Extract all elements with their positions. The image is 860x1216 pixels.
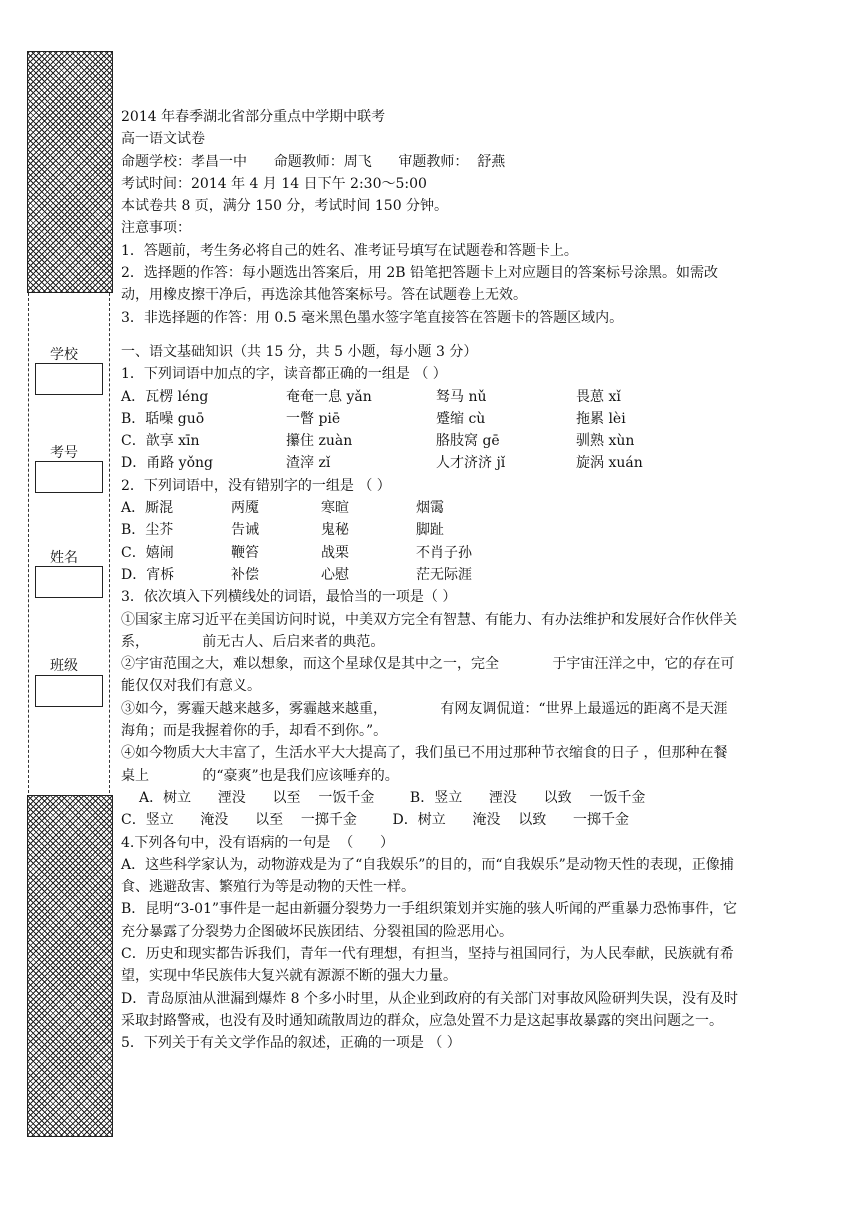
q1-option-b: B．聒噪 guō 一瞥 piē 蹙缩 cù 拖累 lèi <box>121 410 626 427</box>
q5-stem: 5．下列关于有关文学作品的叙述，正确的一项是 （ ） <box>121 1035 461 1052</box>
authors-line: 命题学校：孝昌一中 命题教师：周飞 审题教师： 舒燕 <box>121 153 506 170</box>
q2-option-b: B．尘芥 告诫 鬼秘 脚趾 <box>121 522 444 539</box>
exam-number-field[interactable] <box>35 461 103 493</box>
q3-item-4: ④如今物质大大丰富了，生活水平大大提高了，我们虽已不用过那种节衣缩食的日子 ，但那种在餐桌上 的“豪爽”也是我们应该唾弃的。 <box>121 745 728 784</box>
q2-option-a: A．厮混 两魇 寒暄 烟霭 <box>121 500 444 517</box>
notice-2: 2．选择题的作答：每小题选出答案后，用 2B 铅笔把答题卡上对应题目的答案标号涂黑。如需改动，用橡皮擦干净后，再选涂其他答案标号。答在试题卷上无效。 <box>121 265 719 304</box>
q1-stem: 1．下列词语中加点的字，读音都正确的一组是 （ ） <box>121 366 447 383</box>
q1-option-c: C．歆享 xīn 攥住 zuàn 胳肢窝 gē 驯熟 xùn <box>121 433 635 450</box>
section-title: 一、语文基础知识（共 15 分，共 5 小题，每小题 3 分） <box>121 343 478 360</box>
q3-item-1: ①国家主席习近平在美国访问时说，中美双方完全有智慧、有能力、有办法维护和发展好合作伙伴关系， 前无古人、后启来者的典范。 <box>121 611 737 650</box>
binding-hatch-bottom <box>27 795 113 1137</box>
exam-time: 考试时间：2014 年 4 月 14 日下午 2:30～5:00 <box>121 175 427 192</box>
q3-choices-cd: C．竖立 淹没 以至 一掷千金 D．树立 淹没 以致 一掷千金 <box>121 812 629 829</box>
name-field[interactable] <box>35 566 103 598</box>
binding-dashed-line-left <box>28 293 29 793</box>
q3-item-3: ③如今，雾霾天越来越多，雾霾越来越重， 有网友调侃道：“世界上最遥远的距离不是天涯海角；而是我握着你的手，却看不到你。”。 <box>121 700 728 740</box>
school-label: 学校 <box>50 347 78 363</box>
notice-1: 1．答题前，考生务必将自己的姓名、准考证号填写在试题卷和答题卡上。 <box>121 242 578 259</box>
q4-stem: 4.下列各句中，没有语病的一句是 （ ） <box>121 834 394 851</box>
q4-option-b: B．昆明“3-01”事件是一起由新疆分裂势力一手组织策划并实施的骇人听闻的严重暴力恐怖事件，它充分暴露了分裂势力企图破坏民族团结、分裂祖国的险恶用心。 <box>121 901 738 940</box>
q3-stem: 3．依次填入下列横线处的词语，最恰当的一项是（ ） <box>121 589 457 606</box>
q1-option-a: A．瓦楞 léng 奄奄一息 yǎn 驽马 nǔ 畏葸 xǐ <box>121 388 621 405</box>
q3-item-2: ②宇宙范围之大，难以想象，而这个星球仅是其中之一，完全 于宇宙汪洋之中，它的存在可能仅仅对我们有意义。 <box>121 656 735 695</box>
q3-choices-ab: A．树立 湮没 以至 一饭千金 B．竖立 湮没 以致 一饭千金 <box>139 789 646 806</box>
paper-title: 高一语文试卷 <box>121 131 205 148</box>
notice-title: 注意事项： <box>121 220 191 237</box>
school-field[interactable] <box>35 363 103 395</box>
paper-info: 本试卷共 8 页，满分 150 分，考试时间 150 分钟。 <box>121 198 449 215</box>
q4-option-a: A．这些科学家认为，动物游戏是为了“自我娱乐”的目的，而“自我娱乐”是动物天性的表现，正像捕食、逃避敌害、繁殖行为等是动物的天性一样。 <box>121 856 734 896</box>
notice-3: 3．非选择题的作答：用 0.5 毫米黑色墨水签字笔直接答在答题卡的答题区域内。 <box>121 309 624 326</box>
binding-hatch-top <box>27 51 113 293</box>
exam-number-label: 考号 <box>50 445 78 461</box>
q2-option-d: D．宵柝 补偿 心慰 茫无际涯 <box>121 566 472 583</box>
binding-dashed-line-right <box>109 293 110 793</box>
exam-document <box>121 106 741 1054</box>
name-label: 姓名 <box>50 550 78 566</box>
q2-option-c: C．嬉闹 鞭笞 战栗 不肖子孙 <box>121 544 472 561</box>
class-label: 班级 <box>50 658 78 674</box>
q2-stem: 2．下列词语中，没有错别字的一组是 （ ） <box>121 477 391 494</box>
exam-title: 2014 年春季湖北省部分重点中学期中联考 <box>121 109 386 125</box>
class-field[interactable] <box>35 675 103 707</box>
q4-option-d: D．青岛原油从泄漏到爆炸 8 个多小时里，从企业到政府的有关部门对事故风险研判失误，没有及时采取封路警戒，也没有及时通知疏散周边的群众，应急处置不力是这起事故暴露的突出问题之一。 <box>121 990 739 1029</box>
q4-option-c: C．历史和现实都告诉我们，青年一代有理想，有担当，坚持与祖国同行，为人民奉献，民族就有希望，实现中华民族伟大复兴就有源源不断的强大力量。 <box>121 945 734 985</box>
q1-option-d: D．甬路 yǒng 渣滓 zǐ 人才济济 jǐ 旋涡 xuán <box>121 455 643 472</box>
